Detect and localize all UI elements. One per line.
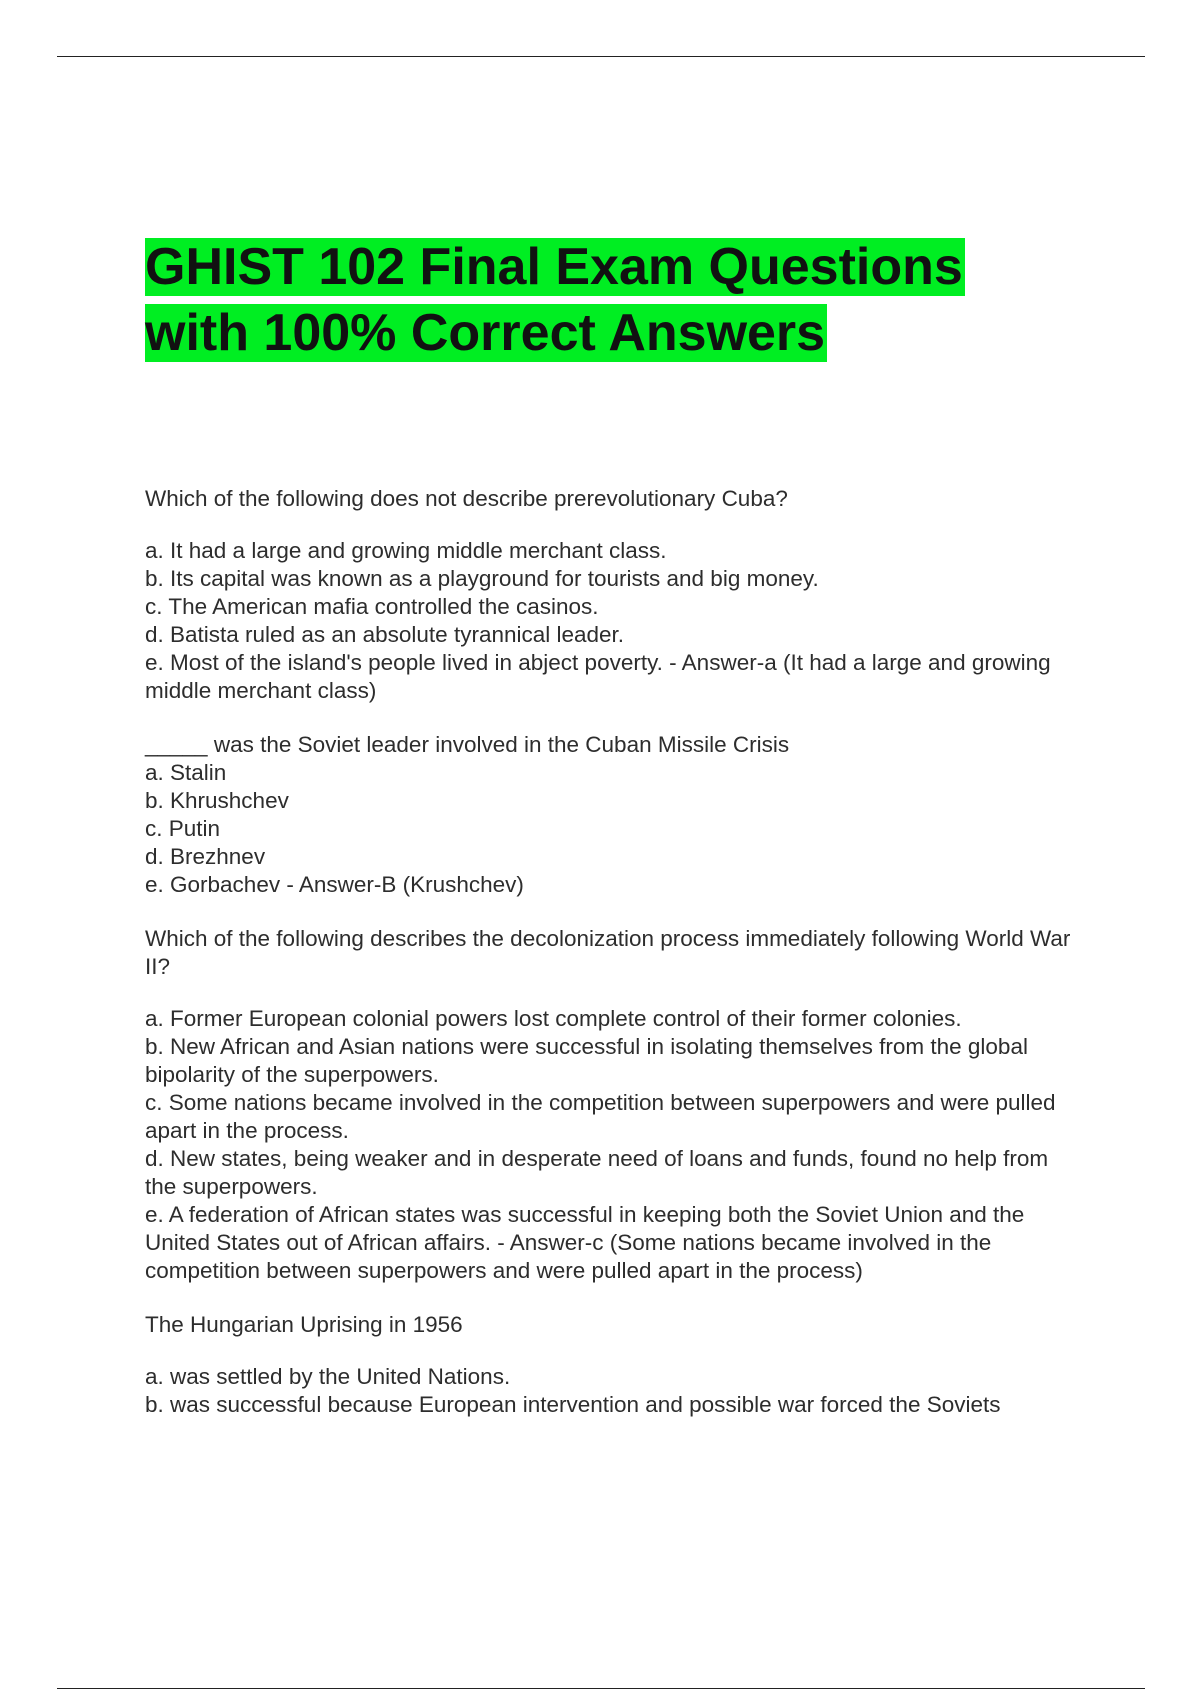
question-stem: The Hungarian Uprising in 1956 [145, 1312, 463, 1337]
title-highlight [145, 238, 965, 362]
footer-rule [57, 1688, 1145, 1689]
question-stem: Which of the following describes the decolonization process immediately following World War II? [145, 926, 1071, 979]
question-block [145, 485, 1075, 705]
answer-option: e. A federation of African states was successful in keeping both the Soviet Union and the United States out of African affairs. - Answer-c (Some nations became involved in the competition between superpowers and were pulled apart in the process) [145, 1202, 1025, 1283]
answer-option: a. It had a large and growing middle merchant class. [145, 538, 667, 563]
answer-option: b. was successful because European intervention and possible war forced the Soviets [145, 1392, 1001, 1417]
answer-option: c. Some nations became involved in the competition between superpowers and were pulled apart in the process. [145, 1090, 1056, 1143]
answer-option: b. New African and Asian nations were successful in isolating themselves from the global bipolarity of the superpowers. [145, 1034, 1028, 1087]
answer-option: d. New states, being weaker and in desperate need of loans and funds, found no help from the superpowers. [145, 1146, 1049, 1199]
question-block [145, 1311, 1075, 1419]
answer-option: a. Stalin [145, 760, 227, 785]
question-stem: Which of the following does not describe prerevolutionary Cuba? [145, 486, 788, 511]
title-line-2: with 100% Correct Answers [145, 304, 826, 362]
answer-option: e. Gorbachev - Answer-B (Krushchev) [145, 872, 524, 897]
document-title [145, 234, 1105, 366]
answer-option: a. Former European colonial powers lost complete control of their former colonies. [145, 1006, 962, 1031]
header-rule [57, 56, 1145, 57]
question-stem: _____ was the Soviet leader involved in the Cuban Missile Crisis [145, 732, 790, 757]
answer-option: b. Its capital was known as a playground for tourists and big money. [145, 566, 819, 591]
answer-option: b. Khrushchev [145, 788, 289, 813]
question-block [145, 731, 1075, 899]
answer-option: c. The American mafia controlled the casinos. [145, 594, 599, 619]
answer-option: d. Batista ruled as an absolute tyrannical leader. [145, 622, 625, 647]
answer-option: e. Most of the island's people lived in abject poverty. - Answer-a (It had a large and growing middle merchant class) [145, 650, 1051, 703]
title-line-1: GHIST 102 Final Exam Questions [145, 238, 963, 296]
questions-body [145, 485, 1075, 1419]
answer-option: c. Putin [145, 816, 221, 841]
question-block [145, 925, 1075, 1285]
answer-option: d. Brezhnev [145, 844, 266, 869]
answer-option: a. was settled by the United Nations. [145, 1364, 511, 1389]
